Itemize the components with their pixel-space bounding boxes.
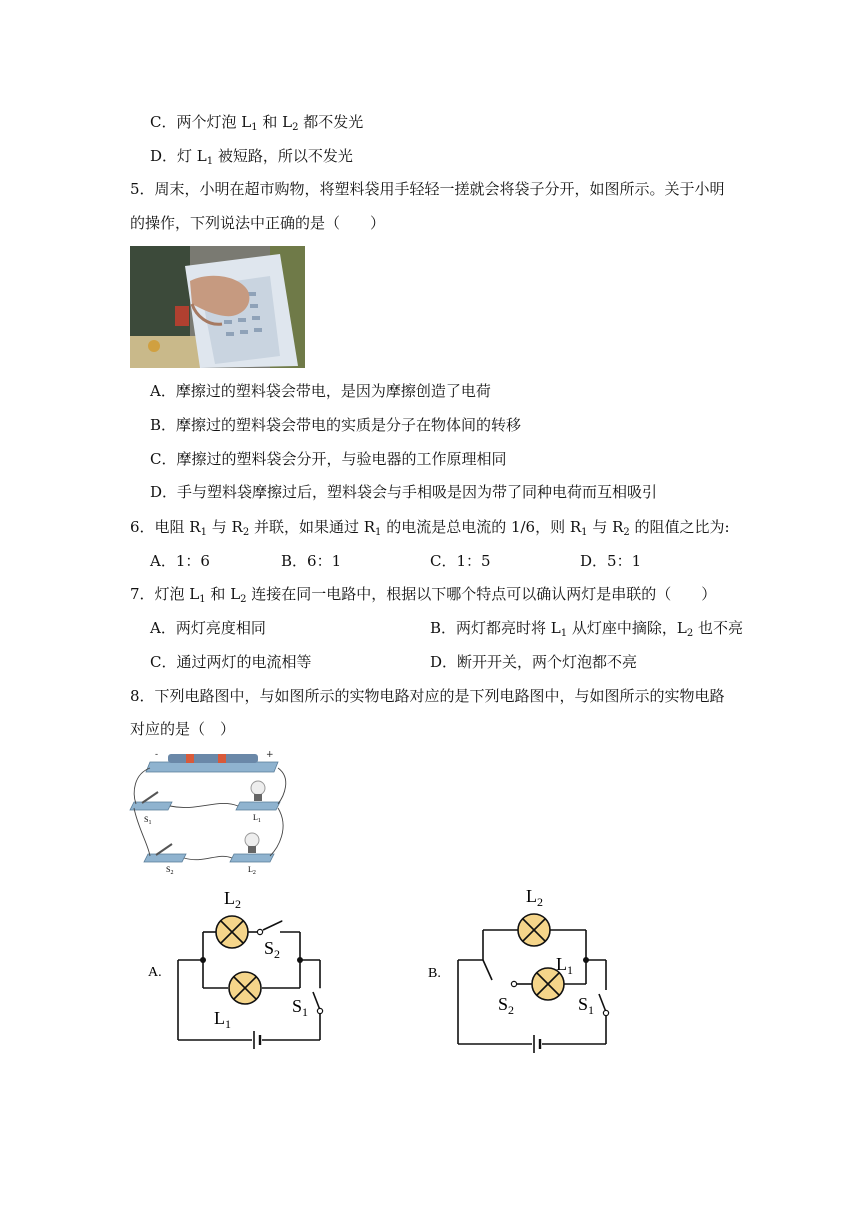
q4-option-d: D．灯 $L_1$ 被短路，所以不发光 [150, 147, 353, 167]
physical-circuit-figure [128, 748, 298, 880]
diagram-b-l1-label: $L_1$ [556, 954, 573, 977]
q5-option-d: D．手与塑料袋摩擦过后，塑料袋会与手相吸是因为带了同种电荷而互相吸引 [150, 483, 658, 501]
q8-stem-line1: 8．下列电路图中，与如图所示的实物电路对应的是下列电路图中，与如图所示的实物电路 [130, 687, 725, 705]
battery-plus-label: + [266, 750, 274, 760]
photo-l1-label: $L_1$ [253, 813, 261, 824]
photo-s1-label: $S_1$ [144, 815, 152, 826]
q6-option-c: C．1：5 [430, 552, 491, 570]
circuit-diagram-b[interactable] [428, 880, 628, 1064]
q6-stem: 6．电阻 $R_1$ 与 $R_2$ 并联，如果通过 $R_1$ 的电流是总电流的 1/6，则 $R_1$ 与 $R_2$ 的阻值之比为: [130, 518, 730, 538]
q7-option-c: C．通过两灯的电流相等 [150, 653, 312, 671]
q7-stem: 7．灯泡 $L_1$ 和 $L_2$ 连接在同一电路中，根据以下哪个特点可以确认两灯是串联的（ ） [130, 585, 717, 605]
q7-option-d: D．断开开关，两个灯泡都不亮 [430, 653, 638, 671]
diagram-b-option-label: B. [428, 966, 441, 981]
q6-option-b: B．6：1 [281, 552, 342, 570]
q5-stem-line2: 的操作，下列说法中正确的是（ ） [130, 214, 386, 232]
diagram-a-l1-label: $L_1$ [214, 1008, 231, 1031]
q7-option-b: B．两灯都亮时将 $L_1$ 从灯座中摘除，$L_2$ 也不亮 [430, 619, 744, 639]
diagram-a-option-label: A. [148, 965, 162, 980]
q5-option-c: C．摩擦过的塑料袋会分开，与验电器的工作原理相同 [150, 450, 507, 468]
circuit-diagram-a[interactable] [148, 884, 348, 1058]
plastic-bag-photo [130, 246, 305, 368]
q4-option-c: C．两个灯泡 $L_1$ 和 $L_2$ 都不发光 [150, 113, 364, 133]
q7-option-a: A．两灯亮度相同 [150, 619, 266, 637]
diagram-b-l2-label: $L_2$ [526, 886, 543, 909]
diagram-a-l2-label: $L_2$ [224, 888, 241, 911]
q5-option-a: A．摩擦过的塑料袋会带电，是因为摩擦创造了电荷 [150, 382, 491, 400]
photo-l2-label: $L_2$ [248, 865, 256, 876]
q5-option-b: B．摩擦过的塑料袋会带电的实质是分子在物体间的转移 [150, 416, 522, 434]
q8-stem-line2: 对应的是（ ） [130, 720, 236, 738]
diagram-b-s2-label: $S_2$ [498, 994, 515, 1017]
q6-option-a: A．1：6 [150, 552, 210, 570]
diagram-b-s1-label: $S_1$ [578, 994, 595, 1017]
photo-s2-label: $S_2$ [166, 865, 174, 876]
q5-stem-line1: 5．周末，小明在超市购物，将塑料袋用手轻轻一搓就会将袋子分开，如图所示。关于小明 [130, 180, 725, 198]
q6-option-d: D．5：1 [580, 552, 642, 570]
diagram-a-s1-label: $S_1$ [292, 996, 309, 1019]
battery-minus-label: - [155, 750, 159, 760]
diagram-a-s2-label: $S_2$ [264, 938, 281, 961]
